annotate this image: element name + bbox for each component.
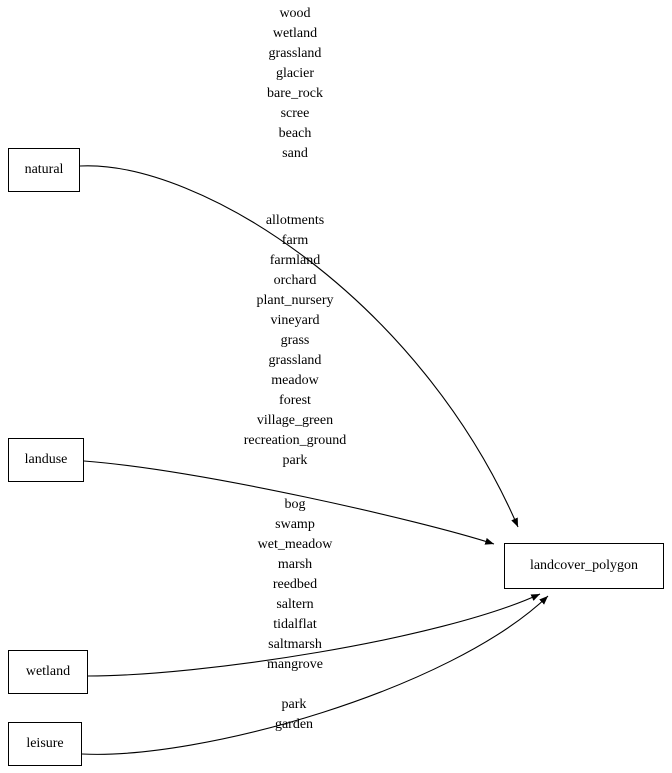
edge-label-item: village_green bbox=[256, 413, 334, 428]
node-label: wetland bbox=[25, 664, 71, 679]
node-label: landcover_polygon bbox=[529, 558, 639, 573]
edge-label-item: glacier bbox=[275, 66, 315, 81]
edge-label-item: farm bbox=[281, 233, 309, 248]
node-leisure[interactable] bbox=[8, 722, 82, 766]
edge-label-item: farmland bbox=[269, 253, 321, 268]
edge-label-item: saltern bbox=[276, 597, 314, 612]
edge-label-item: grass bbox=[280, 333, 310, 348]
edge-label-item: meadow bbox=[271, 373, 319, 388]
node-label: leisure bbox=[26, 736, 64, 751]
edge-label-natural-values bbox=[230, 4, 360, 164]
edge-label-item: bog bbox=[284, 497, 306, 512]
node-landuse[interactable] bbox=[8, 438, 84, 482]
node-natural[interactable] bbox=[8, 148, 80, 192]
edge-label-item: grassland bbox=[268, 46, 322, 61]
edge-label-item: park bbox=[281, 697, 307, 712]
edge-label-item: sand bbox=[282, 146, 308, 161]
node-wetland[interactable] bbox=[8, 650, 88, 694]
edge-label-item: garden bbox=[274, 717, 314, 732]
node-landcover-polygon[interactable] bbox=[504, 543, 664, 589]
edge-label-item: grassland bbox=[268, 353, 322, 368]
edge-label-item: wet_meadow bbox=[257, 537, 333, 552]
edge-label-item: marsh bbox=[277, 557, 313, 572]
edge-label-item: reedbed bbox=[272, 577, 318, 592]
edge-label-wetland-values bbox=[222, 495, 368, 675]
edge-label-item: tidalflat bbox=[273, 617, 317, 632]
edge-label-item: saltmarsh bbox=[268, 637, 322, 652]
edge-label-item: wetland bbox=[272, 26, 318, 41]
edge-label-item: mangrove bbox=[267, 657, 323, 672]
edge-label-item: orchard bbox=[273, 273, 317, 288]
edge-label-item: recreation_ground bbox=[243, 433, 347, 448]
node-label: landuse bbox=[24, 452, 68, 467]
node-label: natural bbox=[24, 162, 64, 177]
edge-label-item: scree bbox=[280, 106, 310, 121]
edge-label-item: swamp bbox=[275, 517, 315, 532]
edge-label-item: bare_rock bbox=[267, 86, 323, 101]
edge-label-leisure-values bbox=[238, 695, 350, 735]
edge-label-item: plant_nursery bbox=[256, 293, 334, 308]
edge-label-item: wood bbox=[279, 6, 311, 21]
edge-label-item: allotments bbox=[265, 213, 325, 228]
edge-label-item: vineyard bbox=[270, 313, 320, 328]
edge-label-item: park bbox=[282, 453, 308, 468]
edge-label-item: forest bbox=[279, 393, 311, 408]
edge-label-item: beach bbox=[278, 126, 312, 141]
edge-label-landuse-values bbox=[212, 211, 378, 471]
